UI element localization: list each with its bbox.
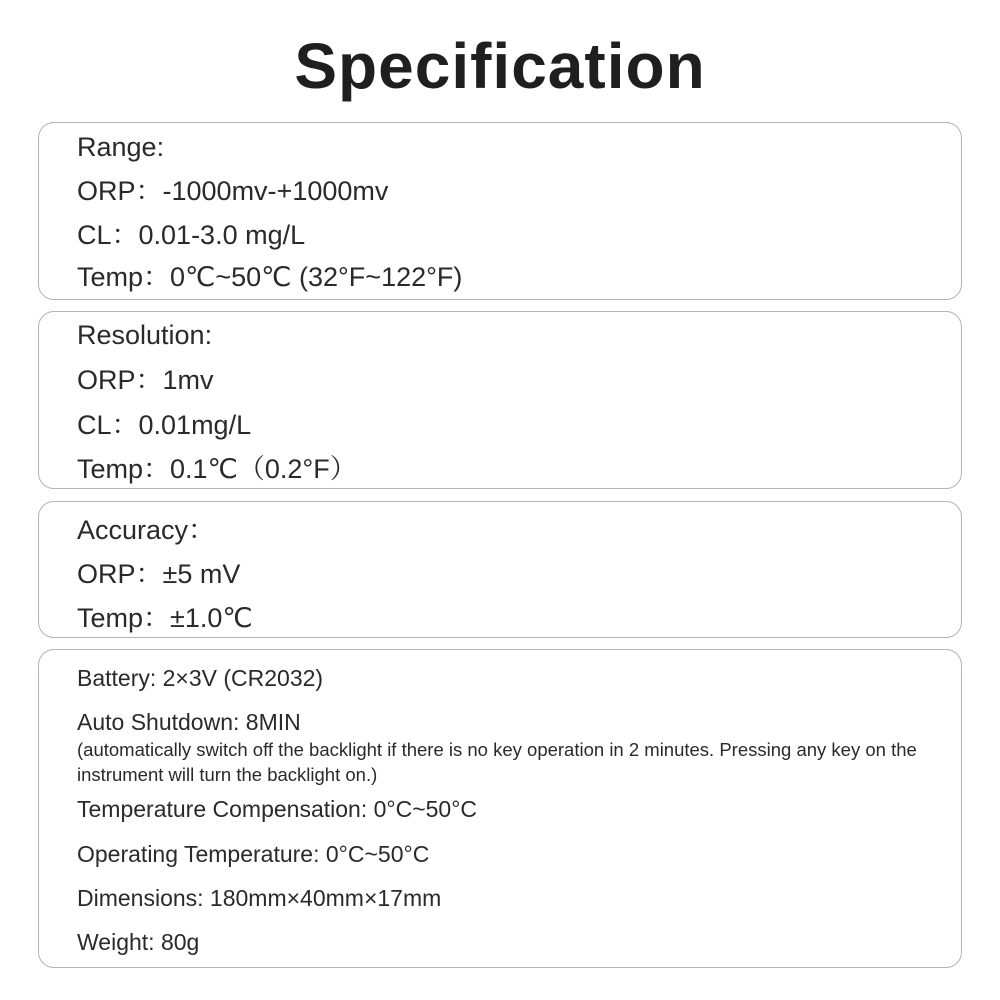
dimensions-spec: Dimensions: 180mm×40mm×17mm (77, 885, 442, 911)
range-cl: CL：0.01-3.0 mg/L (77, 220, 306, 250)
auto-shutdown-spec: Auto Shutdown: 8MIN (77, 709, 301, 735)
accuracy-heading: Accuracy： (77, 515, 216, 545)
accuracy-temp: Temp：±1.0℃ (77, 603, 253, 633)
range-orp: ORP：-1000mv-+1000mv (77, 176, 389, 206)
range-card (38, 122, 962, 300)
resolution-card (38, 311, 962, 489)
page-title: Specification (294, 30, 706, 102)
range-temp: Temp：0℃~50℃ (32°F~122°F) (77, 262, 463, 292)
accuracy-card (38, 501, 962, 638)
auto-shutdown-note: (automatically switch off the backlight if there is no key operation in 2 minutes. Pressing any key on the instrument will turn the backlight on.) (77, 739, 917, 785)
range-heading: Range: (77, 132, 165, 162)
resolution-orp: ORP：1mv (77, 365, 214, 395)
battery-spec: Battery: 2×3V (CR2032) (77, 665, 324, 691)
resolution-temp: Temp：0.1℃（0.2°F） (77, 454, 357, 484)
resolution-heading: Resolution: (77, 320, 213, 350)
general-spec-card (38, 649, 962, 968)
weight-spec: Weight: 80g (77, 929, 200, 955)
accuracy-orp: ORP：±5 mV (77, 559, 241, 589)
temp-compensation-spec: Temperature Compensation: 0°C~50°C (77, 796, 478, 822)
resolution-cl: CL：0.01mg/L (77, 410, 252, 440)
operating-temp-spec: Operating Temperature: 0°C~50°C (77, 841, 430, 867)
